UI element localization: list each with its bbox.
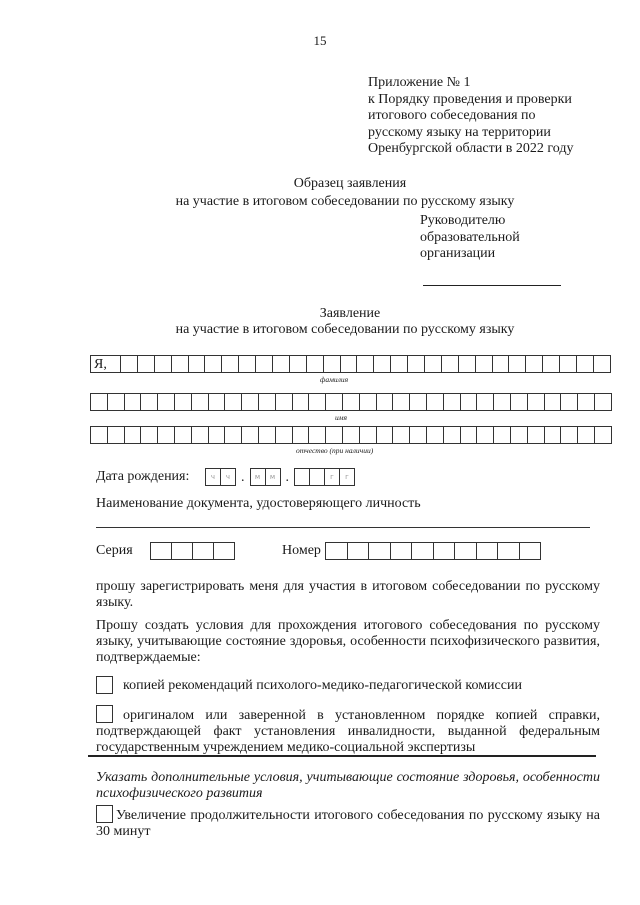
char-cell[interactable] [239, 355, 256, 373]
section-divider [88, 755, 596, 757]
sample-subtitle: на участие в итоговом собеседовании по русскому языку [175, 194, 515, 209]
char-cell[interactable] [393, 426, 410, 444]
appendix-line: итогового собеседования по [368, 108, 536, 123]
char-cell[interactable] [341, 355, 358, 373]
char-cell[interactable] [309, 426, 326, 444]
char-cell[interactable] [410, 426, 427, 444]
char-cell[interactable] [595, 393, 612, 411]
char-cell[interactable] [391, 542, 413, 560]
birth-date-field[interactable] [205, 468, 355, 486]
appendix-reference [368, 75, 628, 158]
char-cell[interactable] [343, 393, 360, 411]
char-cell[interactable] [108, 393, 125, 411]
char-cell[interactable] [442, 355, 459, 373]
char-cell[interactable] [511, 393, 528, 411]
char-cell[interactable] [209, 426, 226, 444]
char-cell[interactable] [377, 426, 394, 444]
addressee-line: Руководителю [420, 213, 506, 228]
char-cell[interactable] [259, 426, 276, 444]
char-cell[interactable] [412, 542, 434, 560]
statement-subtitle: на участие в итоговом собеседовании по русскому языку [175, 322, 515, 337]
char-cell[interactable] [526, 355, 543, 373]
char-cell[interactable] [427, 393, 444, 411]
char-cell[interactable] [348, 542, 370, 560]
birth-day-boxes[interactable]: ч ч [205, 468, 236, 486]
char-cell[interactable] [125, 426, 142, 444]
char-cell[interactable] [91, 426, 108, 444]
char-cell[interactable] [138, 355, 155, 373]
char-cell[interactable] [477, 542, 499, 560]
char-cell[interactable] [476, 355, 493, 373]
char-cell[interactable] [357, 355, 374, 373]
char-cell[interactable] [324, 355, 341, 373]
char-cell[interactable] [256, 355, 273, 373]
appendix-line: к Порядку проведения и проверки [368, 91, 572, 107]
char-cell[interactable] [360, 426, 377, 444]
char-cell[interactable] [493, 355, 510, 373]
char-cell[interactable] [374, 355, 391, 373]
char-cell[interactable] [360, 393, 377, 411]
char-cell[interactable] [427, 426, 444, 444]
addressee-line: образовательной [420, 229, 520, 245]
char-cell[interactable] [276, 426, 293, 444]
char-cell[interactable] [293, 393, 310, 411]
register-paragraph: прошу зарегистрировать меня для участия в итоговом собеседовании по русскому языку. [96, 579, 600, 610]
char-cell[interactable] [307, 355, 324, 373]
surname-field[interactable] [90, 355, 611, 373]
char-cell[interactable] [172, 355, 189, 373]
option2-label: оригиналом или заверенной в установленном порядке копией справки, подтверждающей факт установления инвалидности, выданной федеральным государственным учреждением медико-социальной экспертизы [96, 708, 600, 755]
char-cell[interactable] [172, 542, 193, 560]
sample-title: Образец заявления [293, 176, 407, 191]
conditions-paragraph: Прошу создать условия для прохождения итогового собеседования по русскому языку, учитывающие состояние здоровья, особенности психофизического развития, подтверждаемые: [96, 618, 600, 665]
char-cell[interactable] [121, 355, 138, 373]
char-cell[interactable] [222, 355, 239, 373]
char-cell[interactable] [205, 355, 222, 373]
birth-date-label: Дата рождения: [96, 469, 190, 484]
char-cell[interactable] [511, 426, 528, 444]
char-cell[interactable] [594, 355, 611, 373]
char-cell[interactable] [560, 355, 577, 373]
char-cell[interactable] [276, 393, 293, 411]
char-cell[interactable] [141, 393, 158, 411]
series-label: Серия [96, 543, 133, 558]
number-field[interactable] [325, 542, 541, 560]
addressee [420, 213, 520, 263]
char-cell[interactable] [158, 393, 175, 411]
char-cell[interactable] [498, 542, 520, 560]
appendix-line: Приложение № 1 [368, 75, 471, 90]
char-cell[interactable] [561, 393, 578, 411]
surname-caption: фамилия [320, 375, 349, 384]
char-cell[interactable] [408, 355, 425, 373]
document-label: Наименование документа, удостоверяющего личность [96, 496, 421, 511]
char-cell[interactable] [577, 355, 594, 373]
char-cell[interactable] [520, 542, 542, 560]
option1-checkbox[interactable] [96, 676, 113, 694]
date-separator: . [285, 470, 289, 485]
char-cell[interactable] [193, 542, 214, 560]
option1-label: копией рекомендаций психолого-медико-педагогической комиссии [123, 678, 522, 693]
char-cell[interactable] [192, 426, 209, 444]
char-cell[interactable] [326, 542, 348, 560]
char-cell[interactable] [444, 426, 461, 444]
statement-title: Заявление [319, 306, 381, 321]
char-cell[interactable] [477, 393, 494, 411]
char-cell[interactable] [543, 355, 560, 373]
name-caption: имя [335, 413, 348, 422]
option3-label: Увеличение продолжительности итогового собеседования по русскому языку на 30 минут [96, 808, 600, 839]
char-cell[interactable] [242, 426, 259, 444]
char-cell[interactable] [459, 355, 476, 373]
char-cell[interactable] [494, 426, 511, 444]
char-cell[interactable] [434, 542, 456, 560]
char-cell[interactable] [369, 542, 391, 560]
char-cell[interactable] [151, 542, 172, 560]
char-cell[interactable] [425, 355, 442, 373]
char-cell[interactable] [461, 426, 478, 444]
page-number: 15 [313, 33, 327, 48]
char-cell[interactable] [494, 393, 511, 411]
char-cell[interactable] [309, 393, 326, 411]
addressee-line: организации [420, 246, 496, 261]
char-cell[interactable] [410, 393, 427, 411]
additional-conditions-note: Указать дополнительные условия, учитывающие состояние здоровья, особенности психофизического развития [96, 770, 600, 801]
char-cell[interactable] [141, 426, 158, 444]
char-cell[interactable] [175, 393, 192, 411]
char-cell[interactable] [528, 426, 545, 444]
char-cell[interactable] [509, 355, 526, 373]
char-cell[interactable] [461, 393, 478, 411]
date-separator: . [241, 470, 245, 485]
char-cell[interactable] [545, 393, 562, 411]
char-cell[interactable] [578, 393, 595, 411]
patronymic-caption: отчество (при наличии) [296, 446, 374, 455]
char-cell[interactable] [209, 393, 226, 411]
char-cell[interactable] [391, 355, 408, 373]
birth-year-boxes[interactable]: г г [294, 468, 355, 486]
char-cell[interactable] [343, 426, 360, 444]
char-cell[interactable] [528, 393, 545, 411]
document-line[interactable] [96, 527, 590, 528]
char-cell[interactable] [108, 426, 125, 444]
char-cell[interactable] [444, 393, 461, 411]
char-cell[interactable] [175, 426, 192, 444]
char-cell[interactable] [155, 355, 172, 373]
char-cell[interactable] [326, 426, 343, 444]
char-cell[interactable] [561, 426, 578, 444]
ya-label: Я, [91, 355, 121, 373]
char-cell[interactable] [477, 426, 494, 444]
char-cell[interactable] [214, 542, 235, 560]
char-cell[interactable] [273, 355, 290, 373]
char-cell[interactable] [259, 393, 276, 411]
char-cell[interactable] [545, 426, 562, 444]
appendix-line: Оренбургской области в 2022 году [368, 141, 574, 156]
char-cell[interactable] [377, 393, 394, 411]
char-cell[interactable] [125, 393, 142, 411]
appendix-line: русскому языку на территории [368, 124, 551, 140]
char-cell[interactable] [158, 426, 175, 444]
series-field[interactable] [150, 542, 235, 560]
char-cell[interactable] [293, 426, 310, 444]
char-cell[interactable] [192, 393, 209, 411]
char-cell[interactable] [189, 355, 206, 373]
birth-month-boxes[interactable]: м м [250, 468, 281, 486]
char-cell[interactable] [595, 426, 612, 444]
patronymic-field[interactable] [90, 426, 612, 444]
char-cell[interactable] [455, 542, 477, 560]
signature-line [423, 285, 561, 286]
char-cell[interactable] [225, 393, 242, 411]
number-label: Номер [282, 543, 321, 558]
char-cell[interactable] [326, 393, 343, 411]
char-cell[interactable] [393, 393, 410, 411]
name-field[interactable] [90, 393, 612, 411]
char-cell[interactable] [91, 393, 108, 411]
char-cell[interactable] [290, 355, 307, 373]
char-cell[interactable] [242, 393, 259, 411]
char-cell[interactable] [578, 426, 595, 444]
char-cell[interactable] [225, 426, 242, 444]
